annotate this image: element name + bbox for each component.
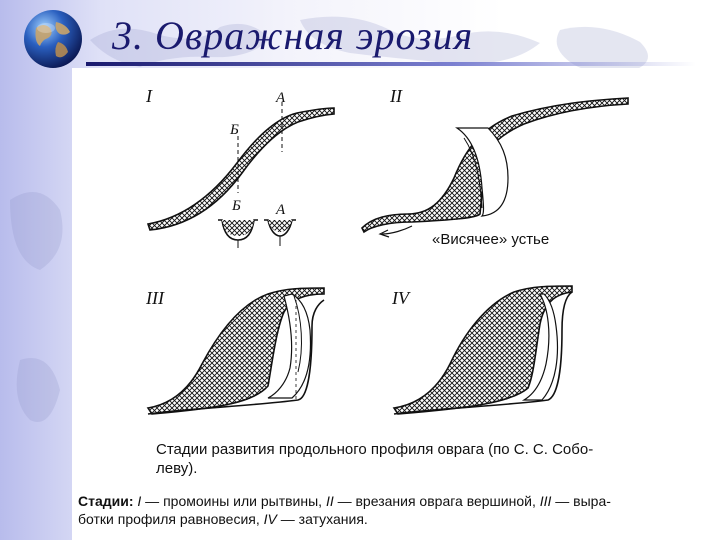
slide-title: 3. Овражная эрозия [112,13,474,58]
stage-3-number: III [539,493,552,509]
stages-legend [78,492,684,528]
stage-4-text: — затухания. [276,511,368,527]
point-label-b-top: Б [230,122,239,138]
caption-line-1: Стадии развития продольного профиля оврага (по С. С. Собо- [156,441,594,458]
ravine-stages-figure [72,68,688,540]
caption-line-2: леву). [156,460,198,477]
stage-2-number: II [325,493,334,509]
point-label-a-bottom: А [276,202,286,218]
panel-stage-3 [145,288,324,414]
stages-lead: Стадии: [78,493,134,509]
panel-stage-4 [391,286,572,414]
panel-label-stage-2: II [390,86,402,106]
panel-label-stage-1: I [146,86,152,106]
hanging-mouth-label: «Висячее» устье [432,231,550,248]
hanging-mouth-arrow [382,226,412,234]
stage-3-text-continued: ботки профиля равновесия, [78,511,264,527]
title-underline [86,62,696,66]
stage-1-number: I [137,493,142,509]
point-label-b-bottom: Б [232,198,241,214]
stage-1-text: — промоины или рытвины, [141,493,326,509]
stage-3-text: — выра- [551,493,611,509]
figure-caption [156,440,656,478]
stage-2-text: — врезания оврага вершиной, [333,493,540,509]
stage-4-number: IV [263,511,277,527]
gully-profile-stage-1 [148,108,334,230]
panel-label-stage-3: III [146,288,164,308]
panel-label-stage-4: IV [392,288,409,308]
globe-icon [22,8,84,70]
panel-stage-1 [145,86,334,248]
point-label-a-top: А [276,90,286,106]
panel-stage-2 [362,86,628,248]
